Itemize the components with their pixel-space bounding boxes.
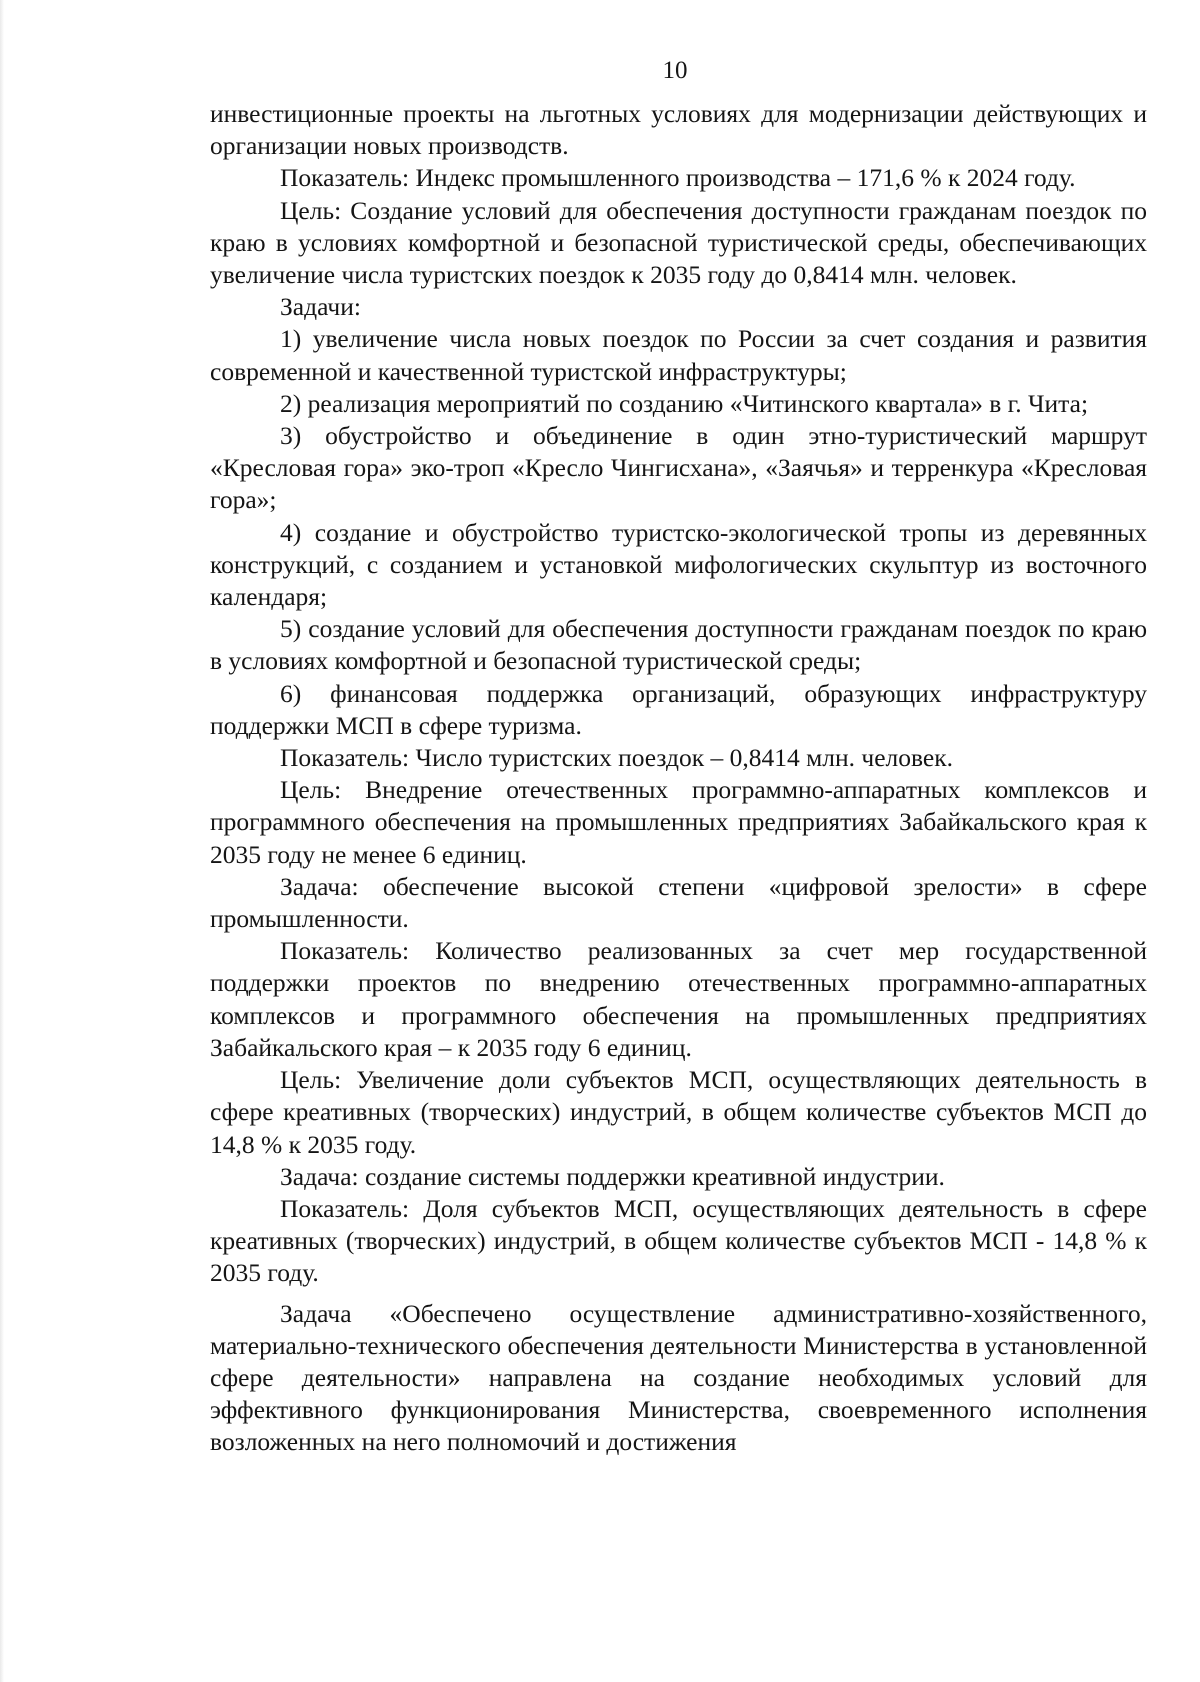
page-number: 10	[662, 57, 688, 84]
paragraph: Показатель: Индекс промышленного производства – 171,6 % к 2024 году.	[280, 163, 1076, 193]
list-item: 3) обустройство и объединение в один этно-туристический маршрут «Кресловая гора» эко-троп «Кресло Чингисхана», «Заячья» и терренкура «Кресловая гора»;	[210, 421, 1147, 515]
paragraph: Задача: обеспечение высокой степени «цифровой зрелости» в сфере промышленности.	[210, 871, 1147, 934]
paragraph: Показатель: Доля субъектов МСП, осуществляющих деятельность в сфере креативных (творческих) индустрий, в общем количестве субъектов МСП - 14,8 % к 2035 году.	[210, 1193, 1147, 1288]
paragraph: Задачи:	[280, 292, 361, 322]
list-item: 4) создание и обустройство туристско-экологической тропы из деревянных конструкций, с созданием и установкой мифологических скульптур из восточного календаря;	[210, 517, 1147, 612]
paragraph: Показатель: Число туристских поездок – 0,8414 млн. человек.	[280, 743, 953, 773]
document-body	[210, 98, 1147, 1459]
paragraph: Цель: Увеличение доли субъектов МСП, осуществляющих деятельность в сфере креативных (творческих) индустрий, в общем количестве субъектов МСП до 14,8 % к 2035 году.	[210, 1065, 1147, 1159]
paragraph: Цель: Создание условий для обеспечения доступности гражданам поездок по краю в условиях комфортной и безопасной туристической среды, обеспечивающих увеличение числа туристских поездок к 2035 году до 0,8414 млн. человек.	[210, 195, 1147, 290]
paragraph: Цель: Внедрение отечественных программно-аппаратных комплексов и программного обеспечения на промышленных предприятиях Забайкальского края к 2035 году не менее 6 единиц.	[210, 775, 1147, 869]
list-item: 6) финансовая поддержка организаций, образующих инфраструктуру поддержки МСП в сфере туризма.	[210, 678, 1147, 740]
list-item: 2) реализация мероприятий по созданию «Читинского квартала» в г. Чита;	[280, 388, 1089, 418]
paragraph: Задача «Обеспечено осуществление административно-хозяйственного, материально-технического обеспечения деятельности Министерства в установленной сфере деятельности» направлена на создание необходимых условий для эффективного функционирования Министерства, своевременного исполнения возложенных на него полномочий и достижения	[210, 1298, 1147, 1457]
list-item: 5) создание условий для обеспечения доступности гражданам поездок по краю в условиях комфортной и безопасной туристической среды;	[210, 614, 1147, 676]
paragraph: Показатель: Количество реализованных за счет мер государственной поддержки проектов по внедрению отечественных программно-аппаратных комплексов и программного обеспечения на промышленных предприятиях Забайкальского края – к 2035 году 6 единиц.	[210, 936, 1147, 1062]
list-item: 1) увеличение числа новых поездок по России за счет создания и развития современной и качественной туристской инфраструктуры;	[210, 324, 1147, 386]
scan-edge-shadow	[0, 0, 4, 1682]
paragraph: Задача: создание системы поддержки креативной индустрии.	[280, 1161, 945, 1191]
paragraph: инвестиционные проекты на льготных условиях для модернизации действующих и организации новых производств.	[210, 99, 1147, 161]
